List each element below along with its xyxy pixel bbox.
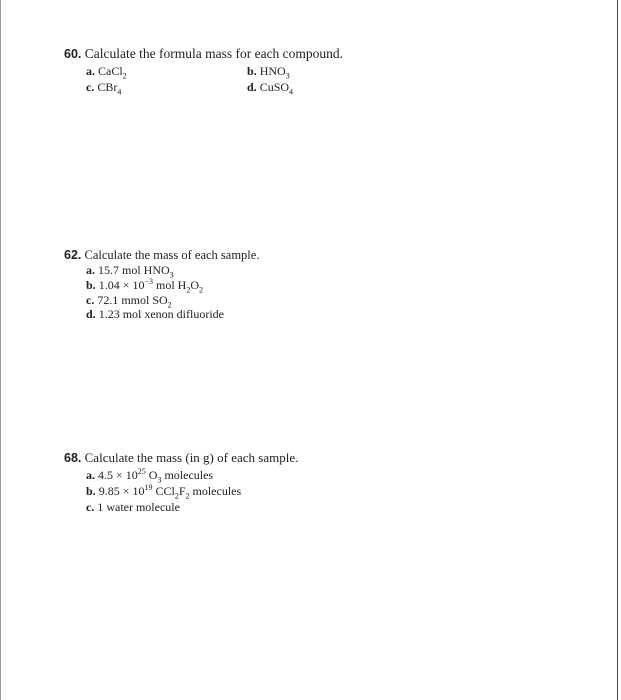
part-text: 1.04 × 10 <box>98 278 145 292</box>
part-60c <box>86 80 121 95</box>
superscript: 25 <box>137 467 146 476</box>
part-68b <box>86 484 241 499</box>
problem-number: 60. <box>64 47 82 61</box>
problem-68 <box>64 450 298 466</box>
part-text: 4.5 × 10 <box>98 468 138 482</box>
part-text: CaCl <box>98 64 123 78</box>
subscript: 2 <box>122 71 127 81</box>
subscript: 2 <box>167 300 172 310</box>
part-text: O <box>145 468 158 482</box>
part-text: 1 water molecule <box>97 500 180 514</box>
part-60d <box>247 80 293 95</box>
subscript: 2 <box>185 491 190 501</box>
part-text: F <box>178 484 186 498</box>
part-62c <box>86 293 172 308</box>
subscript: 2 <box>186 285 191 295</box>
part-text: HNO <box>259 64 286 78</box>
superscript: 19 <box>144 483 153 492</box>
part-label: c. <box>86 293 95 307</box>
problem-number: 68. <box>64 451 82 465</box>
subscript: 2 <box>174 491 179 501</box>
part-text: 72.1 mmol SO <box>97 293 168 307</box>
problem-prompt: Calculate the mass of each sample. <box>84 248 260 262</box>
part-68c <box>86 500 180 515</box>
part-text: O <box>190 278 199 292</box>
problem-prompt: Calculate the mass (in g) of each sample. <box>84 450 299 465</box>
part-text: CCl <box>152 484 175 498</box>
part-label: c. <box>86 500 95 514</box>
part-60a <box>86 64 127 79</box>
part-label: d. <box>247 80 257 94</box>
superscript: −3 <box>144 277 153 286</box>
problem-number: 62. <box>64 248 82 262</box>
page-edge-right <box>617 0 618 700</box>
problem-heading <box>64 247 259 263</box>
part-62b <box>86 278 203 293</box>
part-label: d. <box>86 307 96 321</box>
page-edge-left <box>0 0 1 700</box>
part-62d <box>86 307 224 322</box>
problem-heading <box>64 46 343 62</box>
part-label: a. <box>86 468 95 482</box>
problem-heading <box>64 450 298 466</box>
subscript: 3 <box>169 270 174 280</box>
part-62a <box>86 263 174 278</box>
part-label: b. <box>247 64 257 78</box>
part-text: CuSO <box>259 80 290 94</box>
part-text: 15.7 mol HNO <box>98 263 170 277</box>
part-text: mol H <box>152 278 187 292</box>
problem-prompt: Calculate the formula mass for each compound. <box>84 46 344 61</box>
part-label: a. <box>86 64 95 78</box>
part-text: 1.23 mol xenon difluoride <box>98 307 225 321</box>
part-68a <box>86 468 213 483</box>
problem-60 <box>64 46 343 62</box>
part-text: 9.85 × 10 <box>98 484 145 498</box>
subscript: 4 <box>117 87 122 97</box>
subscript: 4 <box>289 87 294 97</box>
subscript: 2 <box>199 285 203 295</box>
part-text: molecules <box>189 484 242 498</box>
part-label: a. <box>86 263 95 277</box>
part-text: CBr <box>97 80 118 94</box>
part-text: molecules <box>161 468 214 482</box>
part-60b <box>247 64 290 79</box>
subscript: 3 <box>157 475 162 485</box>
part-label: b. <box>86 484 96 498</box>
problem-62 <box>64 247 259 263</box>
subscript: 3 <box>285 71 290 81</box>
part-label: c. <box>86 80 95 94</box>
part-label: b. <box>86 278 96 292</box>
